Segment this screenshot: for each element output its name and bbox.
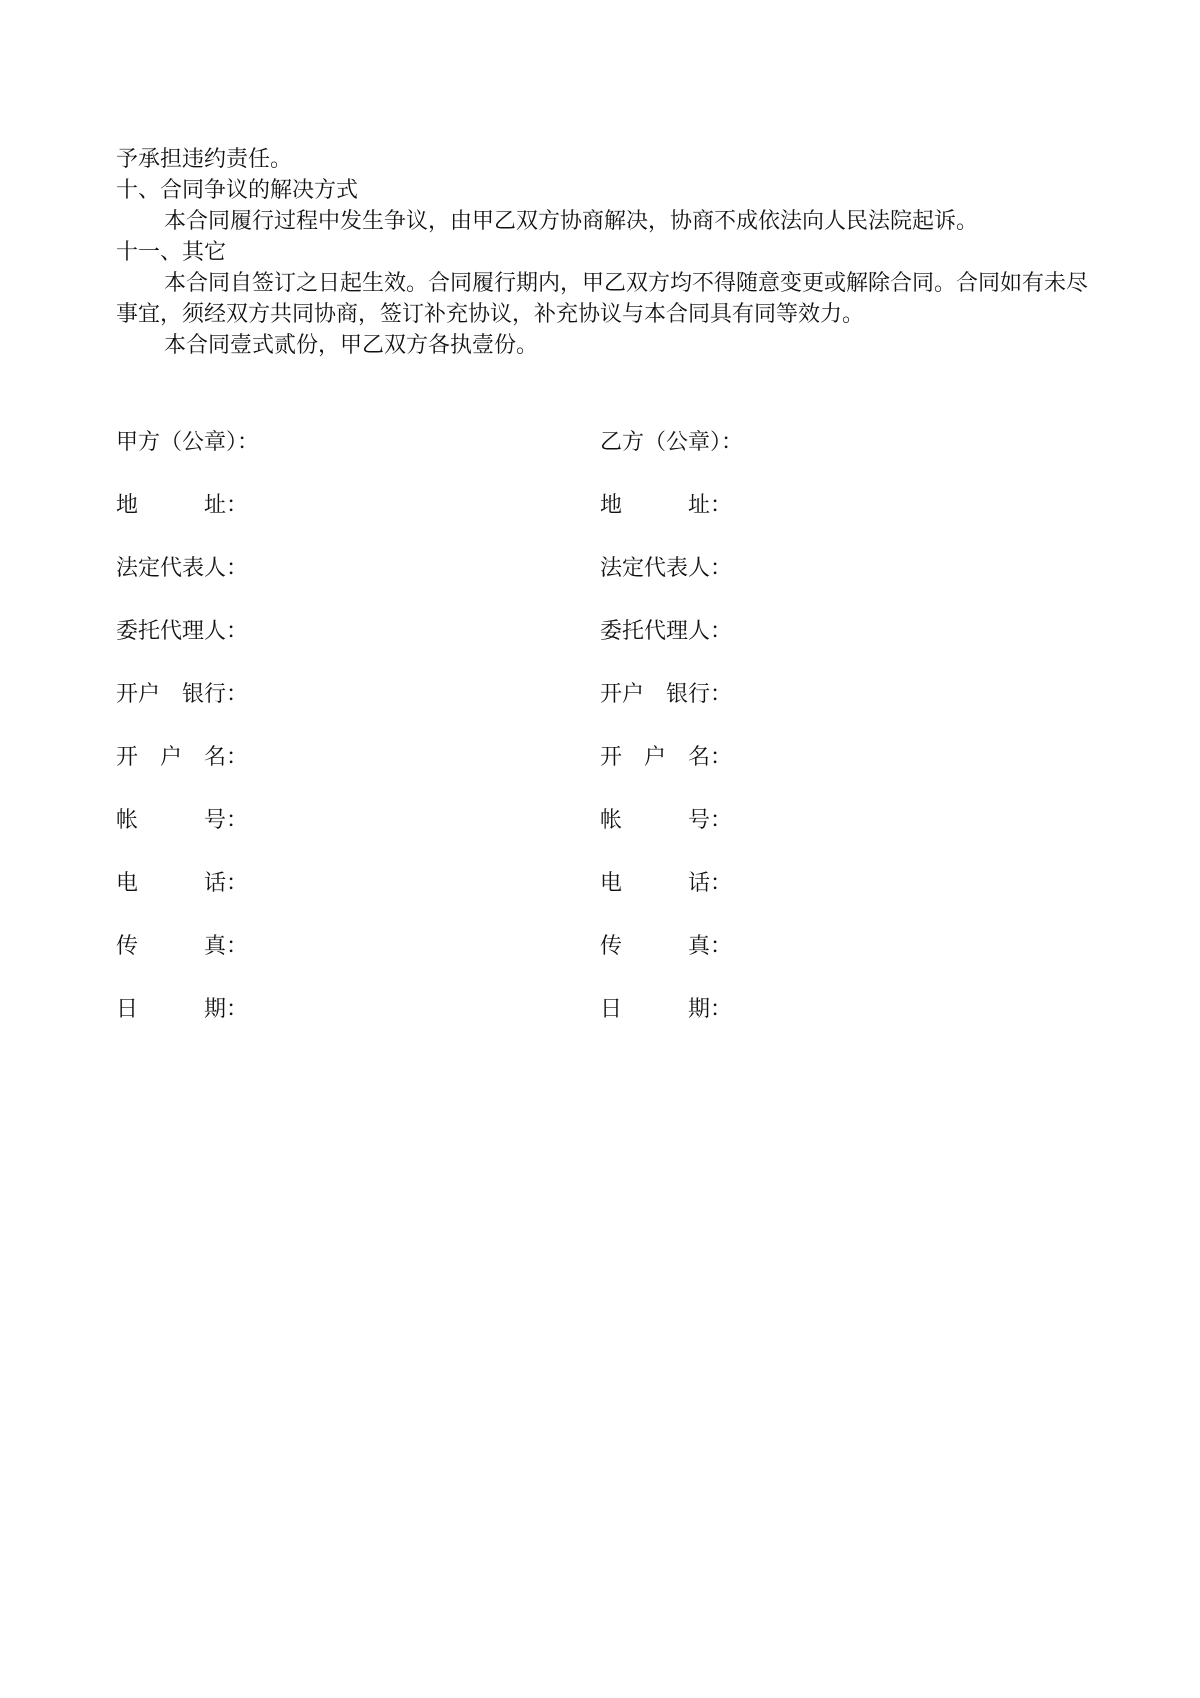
party-b-legal-rep-label: 法定代表人： (600, 556, 733, 581)
party-b-account-name-label: 开 户 名： (600, 745, 733, 770)
line-continuation: 予承担违约责任。 (116, 147, 293, 172)
party-a-account-name-label: 开 户 名： (116, 745, 249, 770)
party-a-signature-block (116, 428, 536, 1058)
party-a-legal-rep-label: 法定代表人： (116, 556, 249, 581)
section-10-text: 本合同履行过程中发生争议，由甲乙双方协商解决，协商不成依法向人民法院起诉。 (164, 209, 979, 234)
party-a-seal-label: 甲方（公章）： (116, 430, 260, 455)
section-11-paragraph-2: 本合同壹式贰份，甲乙双方各执壹份。 (164, 333, 539, 358)
party-b-address-label: 地 址： (600, 493, 733, 518)
party-a-bank-label: 开户 银行： (116, 682, 249, 707)
contract-body (116, 144, 1096, 361)
party-b-agent-label: 委托代理人： (600, 619, 733, 644)
party-a-address-label: 地 址： (116, 493, 249, 518)
party-b-account-no-label: 帐 号： (600, 808, 733, 833)
party-a-fax-label: 传 真： (116, 934, 249, 959)
party-a-agent-label: 委托代理人： (116, 619, 249, 644)
party-a-account-no-label: 帐 号： (116, 808, 249, 833)
party-a-date-label: 日 期： (116, 997, 249, 1022)
section-11-paragraph-1: 本合同自签订之日起生效。合同履行期内，甲乙双方均不得随意变更或解除合同。合同如有未尽事宜，须经双方共同协商，签订补充协议，补充协议与本合同具有同等效力。 (116, 271, 1089, 327)
party-a-phone-label: 电 话： (116, 871, 249, 896)
section-10-heading: 十、合同争议的解决方式 (116, 178, 359, 203)
party-b-bank-label: 开户 银行： (600, 682, 733, 707)
party-b-phone-label: 电 话： (600, 871, 733, 896)
party-b-fax-label: 传 真： (600, 934, 733, 959)
party-b-seal-label: 乙方（公章）： (600, 430, 744, 455)
party-b-date-label: 日 期： (600, 997, 733, 1022)
party-b-signature-block (600, 428, 1020, 1058)
section-11-heading: 十一、其它 (116, 240, 227, 265)
